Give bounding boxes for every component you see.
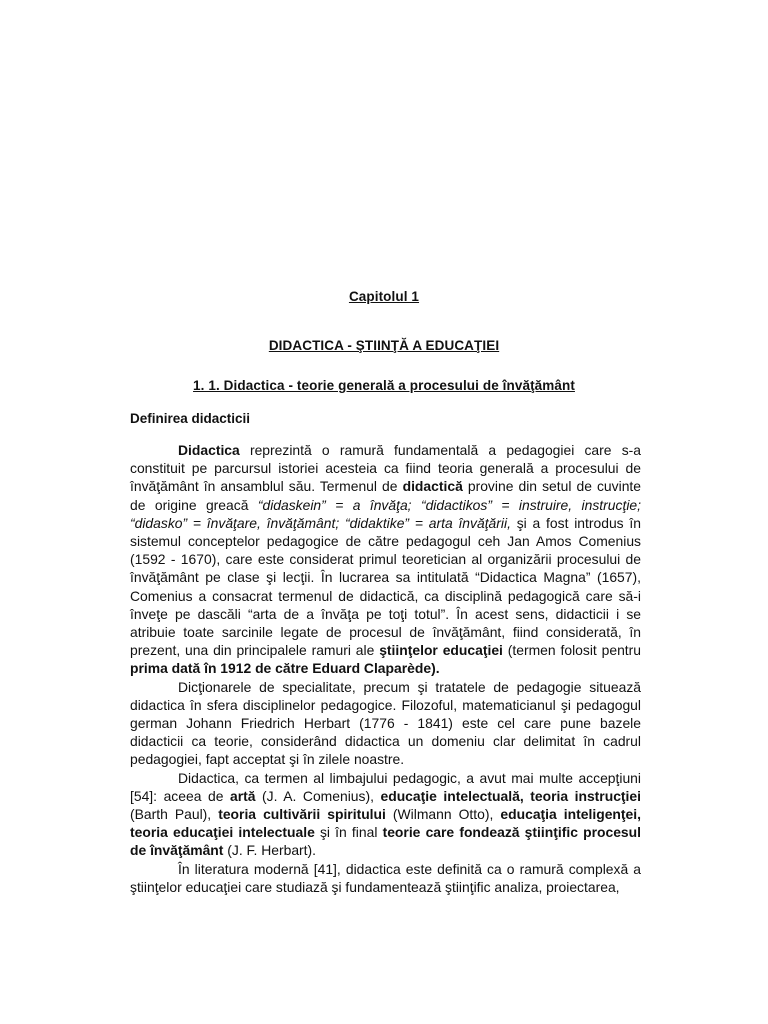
term-arta: artă (229, 787, 256, 804)
text-span: (J. F. Herbart). (223, 842, 317, 859)
greek-etymology: “didaskein” = a învăţa; “didactikos” = instruire, instrucţie; “didasko” = învăţare, învăţământ; “didaktike” = arta învăţării, (130, 496, 641, 531)
term-stiintele-educatiei: ştiinţelor educaţiei (379, 642, 503, 659)
chapter-title: Capitolul 1 (348, 289, 420, 304)
paragraph-3 (130, 769, 641, 860)
text-span: Didactica, ca termen al limbajului pedagogic, a avut mai multe accepţiuni [54]: aceea de (130, 769, 641, 804)
term-teoria-cultivarii: teoria cultivării spiritului (218, 806, 386, 823)
text-span: provine din setul de cuvinte de origine greacă (130, 478, 642, 513)
main-heading: DIDACTICA - ŞTIINŢĂ A EDUCAŢIEI (268, 338, 500, 353)
term-didactica: Didactica (178, 442, 240, 458)
term-educatia-inteligentei: educaţia inteligenţei, teoria educaţiei intelectuale (130, 806, 641, 841)
text-span: (Wilmann Otto), (385, 806, 501, 823)
text-span: şi în final (314, 824, 383, 841)
text-span: (J. A. Comenius), (255, 787, 381, 804)
body-text (130, 441, 641, 896)
term-teorie-fondeaza: teorie care fondează ştiinţific procesul de învăţământ (130, 824, 641, 859)
subsection-heading: Definirea didacticii (130, 411, 251, 426)
paragraph-2: Dicţionarele de specialitate, precum şi tratatele de pedagogie situează didactica în sfera disciplinelor pedagogice. Filozoful, matematicianul şi pedagogul german Johann Friedrich Herbart (1776 - 1841) este cel care pune bazele didacticii ca teorie, considerând didactica un domeniu clar delimitat în cadrul pedagogiei, fapt acceptat şi în zilele noastre. (130, 678, 641, 768)
text-span: (termen folosit pentru (502, 642, 642, 659)
section-heading: 1. 1. Didactica - teorie generală a procesului de învăţământ (193, 378, 575, 393)
claparede-note: prima dată în 1912 de către Eduard Claparède). (130, 660, 440, 677)
term-educatie-intelectuala: educaţie intelectuală, teoria instrucţiei (380, 787, 641, 804)
paragraph-4: În literatura modernă [41], didactica este definită ca o ramură complexă a ştiinţelor educaţiei care studiază şi fundamentează ştiinţific analiza, proiectarea, (130, 860, 641, 895)
text-span: şi a fost introdus în sistemul conceptelor pedagogice de către pedagogul ceh Jan Amos Comenius (1592 - 1670), care este considerat primul teoretician al organizării procesului de învăţământ pe clase şi lecţii. În lucrarea sa intitulată “Didactica Magna” (1657), Comenius a consacrat termenul de didactică, ca disciplină pedagogică care să-i înveţe pe dascăli “arta de a învăţa pe toţi totul”. În acest sens, didacticii i se atribuie toate sarcinile legate de procesul de învăţământ, fiind considerată, în prezent, una din principalele ramuri ale (130, 514, 641, 659)
text-span: (Barth Paul), (130, 806, 219, 823)
text-span: reprezintă o ramură fundamentală a pedagogiei care s-a constituit pe parcursul istoriei acesteia ca fiind teoria generală a procesului de învăţământ în ansamblul său. Termenul de (130, 442, 641, 495)
term-didactica-bold: didactică (402, 478, 463, 495)
paragraph-1 (130, 441, 641, 678)
